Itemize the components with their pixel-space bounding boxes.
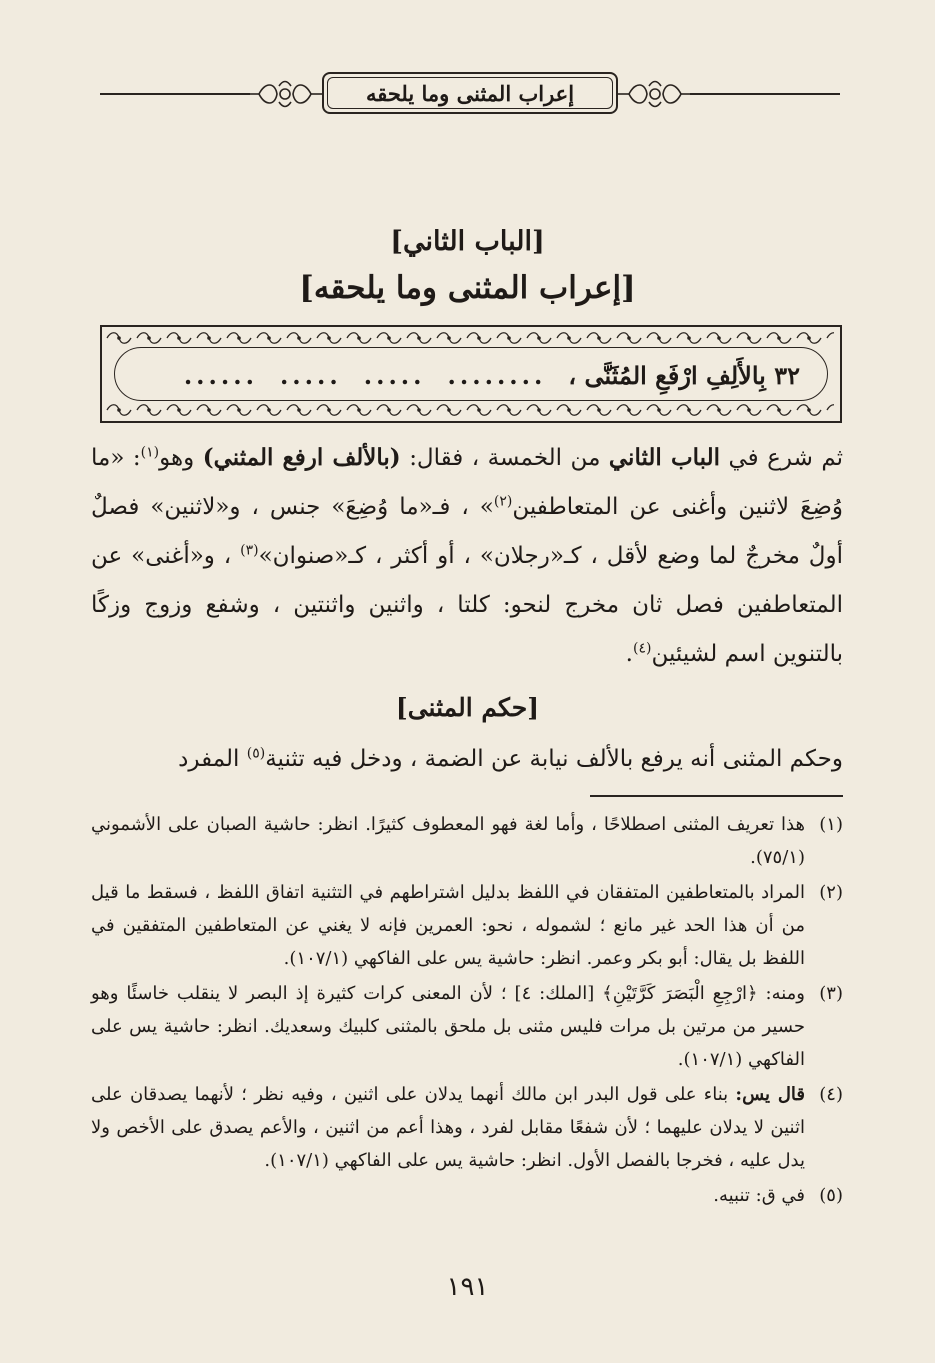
frame-border-top-icon (104, 330, 834, 346)
text-segment: . (625, 641, 633, 667)
footnote-number: (١) (819, 814, 843, 835)
footnote-number: (٤) (819, 1084, 843, 1105)
footnote-text (91, 1078, 805, 1177)
footnote-number: (٥) (819, 1185, 843, 1206)
footnote (91, 977, 843, 1076)
verse-line (132, 357, 800, 393)
bold-term: الباب الثاني (608, 444, 720, 471)
commentary-paragraph-1 (91, 433, 843, 679)
frame-border-bottom-icon (104, 402, 834, 418)
footnote-ref[interactable]: (٥) (246, 745, 266, 762)
footnote-ref[interactable]: (٤) (632, 640, 652, 657)
header-title: إعراب المثنى وما يلحقه (365, 80, 575, 106)
text-segment: ثم شرع في (728, 445, 844, 471)
text-segment: المفرد (178, 746, 240, 772)
ornament-left-icon (245, 78, 325, 110)
text-segment: وحكم المثنى أنه يرفع بالألف نيابة عن الضمة ، ودخل فيه تثنية (265, 746, 843, 772)
footnote-ref[interactable]: (٢) (493, 493, 513, 510)
footnote-body: بناء على قول البدر ابن مالك أنهما يدلان على اثنين ، وفيه نظر ؛ لأنهما يصدقان على اثنين لا يدلان عليهما ؛ لأن شفعًا مقابل لفرد ، وهذا أعم من اثنين ، والأعم يصدق على الأخص ولا يدل عليه ، فخرجا بالفصل الأول. انظر: حاشية يس على الفاكهي (١٠٧/١). (91, 1084, 805, 1171)
footnote-number: (٢) (819, 882, 843, 903)
footnote-separator (590, 795, 843, 797)
footnote (91, 808, 843, 874)
verse-dots-3: ..... (279, 360, 342, 390)
verse-dots-2: ..... (363, 360, 426, 390)
bold-quote: (بالألف ارفع المثني) (202, 444, 401, 471)
chapter-title: [إعراب المثنى وما يلحقه] (299, 270, 636, 306)
verse-dots-1: ........ (447, 360, 547, 390)
ornament-right-icon (615, 78, 695, 110)
footnote-ref[interactable]: (١) (140, 444, 160, 461)
text-segment: من الخمسة ، فقال: (409, 445, 601, 471)
footnote-text: المراد بالمتعاطفين المتفقان في اللفظ بدليل اشتراطهم في التثنية اتفاق اللفظ ، فسقط ما قيل من أن هذا الحد غير مانع ؛ لشموله ، نحو: العمرين فإنه لا يغني عن المتعاطفين المتفقين في اللفظ بل يقال: أبو بكر وعمر. انظر: حاشية يس على الفاكهي (١٠٧/١). (91, 882, 805, 969)
footnote-text: ومنه: ﴿ارْجِعِ الْبَصَرَ كَرَّتَيْنِ﴾ [الملك: ٤] ؛ لأن المعنى كرات كثيرة إذ البصر لا ينقلب خاسئًا وهو حسير من مرتين بل مرات فليس مثنى بل ملحق بالمثنى كلبيك وسعديك. انظر: حاشية يس على الفاكهي (١٠٧/١). (91, 983, 805, 1070)
verse-frame (100, 325, 842, 423)
footnote (91, 876, 843, 975)
header-rule-right (690, 93, 840, 95)
page-number: ١٩١ (446, 1272, 489, 1302)
footnote (91, 1179, 843, 1212)
text-segment: وهو (159, 445, 195, 471)
text-segment: ، و«أغنى» عن المتعاطفين فصل ثان مخرج لنحو: كلتا ، واثنين واثنتين ، وشفع وزوج وزكًا بالتنوين اسم لشيئين (91, 543, 843, 667)
text-segment: : «ما وُضِعَ لاثنين وأغنى عن المتعاطفين (91, 445, 843, 520)
footnote-ref[interactable]: (٣) (240, 542, 259, 559)
running-header (100, 68, 840, 120)
text-segment: » ، فـ«ما وُضِعَ» جنس ، و«لاثنين» فصلٌ أولٌ مخرجٌ لما وضع لأقل ، كـ«رجلان» ، أو أكثر ، كـ«صنوان» (91, 494, 844, 569)
footnote-bold: قال يس: (735, 1084, 805, 1105)
header-rule-left (100, 93, 250, 95)
verse-text: ٣٢ بِالأَلِفِ ارْفَعِ المُثَنَّى ، (568, 360, 800, 390)
chapter-label: [الباب الثاني] (390, 226, 545, 257)
verse-dots-4: ...... (183, 360, 258, 390)
footnote-text: هذا تعريف المثنى اصطلاحًا ، وأما لغة فهو المعطوف كثيرًا. انظر: حاشية الصبان على الأشموني (٧٥/١). (91, 814, 805, 868)
footnote-number: (٣) (819, 983, 843, 1004)
commentary-paragraph-2 (91, 736, 843, 782)
section-heading: [حكم المثنى] (395, 693, 540, 722)
footnote (91, 1078, 843, 1177)
footnote-text: في ق: تنبيه. (713, 1185, 805, 1206)
footnotes (91, 808, 843, 1214)
header-title-box (322, 72, 618, 114)
